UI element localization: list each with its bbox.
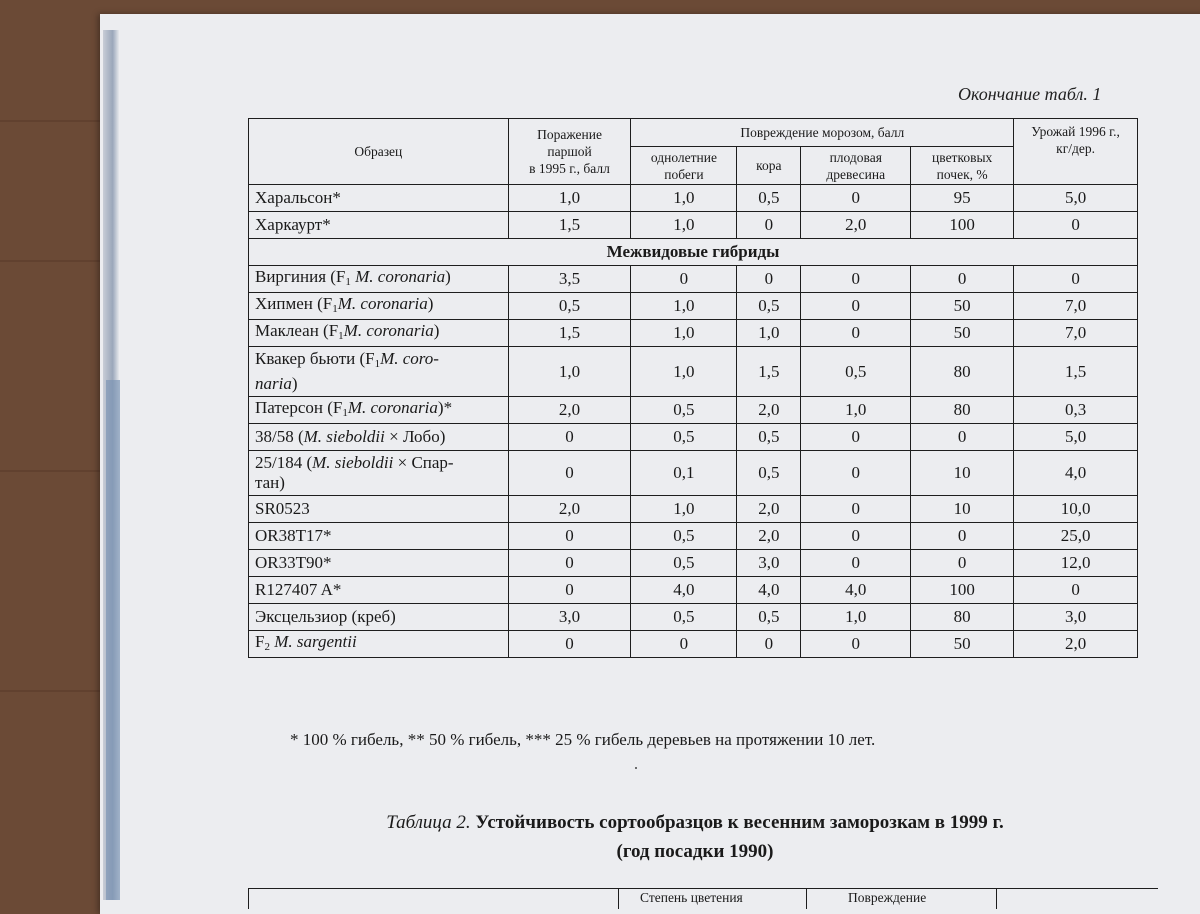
- name-suffix: ): [433, 320, 440, 340]
- value-cell: 0,5: [631, 550, 737, 577]
- value-cell: 0: [801, 496, 911, 523]
- species-name: M. coronaria: [337, 293, 428, 313]
- sample-name: Харкаурт*: [249, 212, 509, 239]
- value-cell: 1,0: [631, 293, 737, 320]
- value-cell: 3,0: [737, 550, 801, 577]
- value-cell: 1,0: [631, 347, 737, 397]
- value-cell: 0: [508, 577, 631, 604]
- table-row: [249, 347, 1138, 397]
- value-cell: 0,1: [631, 451, 737, 496]
- name-text: OR33T90*: [255, 553, 332, 572]
- species-name: M. coronaria: [350, 266, 446, 286]
- value-cell: 0: [1014, 577, 1138, 604]
- value-cell: 0: [508, 451, 631, 496]
- table-row: [249, 577, 1138, 604]
- value-cell: 0,5: [631, 604, 737, 631]
- value-cell: 0: [1014, 266, 1138, 293]
- name-text: 38/58 (: [255, 427, 304, 446]
- table-1: [248, 118, 1138, 658]
- value-cell: 0: [801, 631, 911, 658]
- sample-name: [249, 577, 509, 604]
- value-cell: 0: [801, 523, 911, 550]
- value-cell: 100: [911, 577, 1014, 604]
- value-cell: 3,0: [1014, 604, 1138, 631]
- value-cell: 0,5: [737, 185, 801, 212]
- value-cell: 0: [508, 631, 631, 658]
- table-row: [249, 293, 1138, 320]
- value-cell: 1,0: [508, 185, 631, 212]
- value-cell: 4,0: [801, 577, 911, 604]
- value-cell: 0,5: [801, 347, 911, 397]
- name-suffix: ): [445, 266, 451, 286]
- name-suffix: ): [291, 374, 298, 393]
- value-cell: 4,0: [631, 577, 737, 604]
- value-cell: 0: [508, 550, 631, 577]
- name-text: Квакер бьюти (F: [255, 349, 375, 368]
- value-cell: 0: [631, 631, 737, 658]
- name-text: Патерсон (F: [255, 397, 343, 417]
- table-2-top: [248, 888, 1158, 909]
- value-cell: 10: [911, 496, 1014, 523]
- value-cell: 0: [801, 293, 911, 320]
- cover-edge: [106, 380, 120, 900]
- value-cell: 5,0: [1014, 185, 1138, 212]
- filial-subscript: 1: [332, 302, 338, 315]
- value-cell: 0: [737, 631, 801, 658]
- table-row: [249, 185, 1138, 212]
- value-cell: 2,0: [737, 496, 801, 523]
- name-text: R127407 A*: [255, 580, 342, 599]
- filial-subscript: 1: [342, 406, 348, 419]
- value-cell: 50: [911, 631, 1014, 658]
- value-cell: 0: [911, 266, 1014, 293]
- name-text: F: [255, 631, 265, 651]
- value-cell: 2,0: [737, 523, 801, 550]
- sample-name: [249, 424, 509, 451]
- value-cell: 1,5: [508, 212, 631, 239]
- species-name-cont: naria: [255, 374, 292, 393]
- footnote: * 100 % гибель, ** 50 % гибель, *** 25 % гибель деревьев на протяжении 10 лет.: [290, 730, 876, 749]
- sample-name: Харальсон*: [249, 185, 509, 212]
- name-suffix: ): [427, 293, 434, 313]
- sample-name: [249, 266, 509, 293]
- value-cell: 0: [801, 266, 911, 293]
- table-row: [249, 496, 1138, 523]
- value-cell: 0,5: [737, 451, 801, 496]
- table-row: [249, 266, 1138, 293]
- value-cell: 1,0: [801, 397, 911, 424]
- table-2-title: [250, 808, 1140, 866]
- table-continuation-caption: Окончание табл. 1: [958, 84, 1102, 104]
- header-shoots: однолетние побеги: [631, 147, 737, 185]
- value-cell: 1,0: [631, 185, 737, 212]
- value-cell: 0: [801, 451, 911, 496]
- value-cell: 95: [911, 185, 1014, 212]
- value-cell: 0: [737, 266, 801, 293]
- table-2-header-bloom: Степень цветения: [640, 890, 743, 905]
- value-cell: 0: [631, 266, 737, 293]
- table-2-label: Таблица 2.: [386, 812, 471, 833]
- table-row: [249, 604, 1138, 631]
- sample-name: [249, 451, 509, 496]
- value-cell: 0,5: [737, 604, 801, 631]
- sample-name: [249, 496, 509, 523]
- value-cell: 0: [508, 523, 631, 550]
- sample-name: [249, 550, 509, 577]
- sample-name: [249, 604, 509, 631]
- value-cell: 0,5: [631, 523, 737, 550]
- table-row: [249, 523, 1138, 550]
- table-row: [249, 397, 1138, 424]
- value-cell: 0,5: [737, 424, 801, 451]
- table-2-heading: Устойчивость сортообразцов к весенним заморозкам в 1999 г.: [475, 812, 1004, 833]
- value-cell: 1,0: [801, 604, 911, 631]
- sample-name: [249, 397, 509, 424]
- value-cell: 50: [911, 320, 1014, 347]
- sample-name: [249, 293, 509, 320]
- table-row: [249, 424, 1138, 451]
- header-frost-damage: Повреждение морозом, балл: [631, 119, 1014, 147]
- value-cell: 10: [911, 451, 1014, 496]
- header-sample: Образец: [249, 119, 509, 185]
- value-cell: 0: [737, 212, 801, 239]
- value-cell: 3,5: [508, 266, 631, 293]
- value-cell: 0: [911, 523, 1014, 550]
- header-scab: Поражение паршой в 1995 г., балл: [508, 119, 631, 185]
- name-text: Виргиния (F: [255, 266, 346, 286]
- value-cell: 0: [1014, 212, 1138, 239]
- value-cell: 0,5: [631, 397, 737, 424]
- value-cell: 0,5: [737, 293, 801, 320]
- value-cell: 50: [911, 293, 1014, 320]
- value-cell: 25,0: [1014, 523, 1138, 550]
- name-suffix: )*: [437, 397, 453, 417]
- filial-subscript: 1: [338, 329, 344, 342]
- name-text: 25/184 (: [255, 453, 313, 472]
- value-cell: 1,0: [631, 496, 737, 523]
- species-name: M. sargentii: [269, 631, 357, 651]
- value-cell: 100: [911, 212, 1014, 239]
- name-suffix: × Лобо): [384, 427, 446, 446]
- value-cell: 1,5: [737, 347, 801, 397]
- sample-name: [249, 523, 509, 550]
- value-cell: 12,0: [1014, 550, 1138, 577]
- species-name: M. coronaria: [347, 397, 438, 417]
- header-yield: Урожай 1996 г., кг/дер.: [1014, 119, 1138, 185]
- table-row: [249, 631, 1138, 658]
- value-cell: 0: [801, 185, 911, 212]
- name-cont: тан): [255, 473, 285, 492]
- value-cell: 3,0: [508, 604, 631, 631]
- value-cell: 0: [801, 424, 911, 451]
- table-2-header-damage: Повреждение: [848, 890, 927, 905]
- section-row: [249, 239, 1138, 266]
- sample-name: [249, 347, 509, 397]
- value-cell: 0: [911, 424, 1014, 451]
- value-cell: 7,0: [1014, 320, 1138, 347]
- value-cell: 4,0: [737, 577, 801, 604]
- value-cell: 2,0: [508, 397, 631, 424]
- value-cell: 80: [911, 397, 1014, 424]
- name-text: Хипмен (F: [255, 293, 333, 313]
- value-cell: 2,0: [801, 212, 911, 239]
- species-name: M. coro-: [380, 349, 439, 368]
- value-cell: 80: [911, 604, 1014, 631]
- value-cell: 10,0: [1014, 496, 1138, 523]
- value-cell: 1,0: [737, 320, 801, 347]
- header-bark: кора: [737, 147, 801, 185]
- value-cell: 1,5: [1014, 347, 1138, 397]
- sample-name: [249, 631, 509, 658]
- value-cell: 0: [911, 550, 1014, 577]
- header-buds: цветковых почек, %: [911, 147, 1014, 185]
- name-suffix: × Спар-: [393, 453, 454, 472]
- value-cell: 0: [801, 550, 911, 577]
- value-cell: 1,0: [631, 320, 737, 347]
- section-title: Межвидовые гибриды: [249, 239, 1138, 266]
- table-row: [249, 550, 1138, 577]
- table-row: [249, 451, 1138, 496]
- species-name: M. coronaria: [343, 320, 434, 340]
- table-row: [249, 212, 1138, 239]
- value-cell: 5,0: [1014, 424, 1138, 451]
- value-cell: 4,0: [1014, 451, 1138, 496]
- species-name: M. sieboldii: [303, 427, 385, 446]
- value-cell: 1,0: [508, 347, 631, 397]
- value-cell: 2,0: [508, 496, 631, 523]
- value-cell: 80: [911, 347, 1014, 397]
- value-cell: 1,5: [508, 320, 631, 347]
- value-cell: 0,5: [508, 293, 631, 320]
- filial-subscript: 2: [264, 640, 270, 653]
- value-cell: 0,3: [1014, 397, 1138, 424]
- name-text: Эксцельзиор (креб): [255, 607, 396, 626]
- value-cell: 0: [508, 424, 631, 451]
- page-speck: [635, 767, 637, 769]
- value-cell: 7,0: [1014, 293, 1138, 320]
- name-text: SR0523: [255, 499, 310, 518]
- filial-subscript: 1: [345, 275, 351, 288]
- value-cell: 1,0: [631, 212, 737, 239]
- value-cell: 2,0: [1014, 631, 1138, 658]
- species-name: M. sieboldii: [312, 453, 394, 472]
- name-text: Маклеан (F: [255, 320, 339, 340]
- table-2-subtitle: (год посадки 1990): [616, 841, 774, 862]
- sample-name: [249, 320, 509, 347]
- name-text: OR38T17*: [255, 526, 332, 545]
- value-cell: 2,0: [737, 397, 801, 424]
- header-wood: плодовая древесина: [801, 147, 911, 185]
- value-cell: 0,5: [631, 424, 737, 451]
- value-cell: 0: [801, 320, 911, 347]
- filial-subscript: 1: [374, 358, 381, 370]
- table-row: [249, 320, 1138, 347]
